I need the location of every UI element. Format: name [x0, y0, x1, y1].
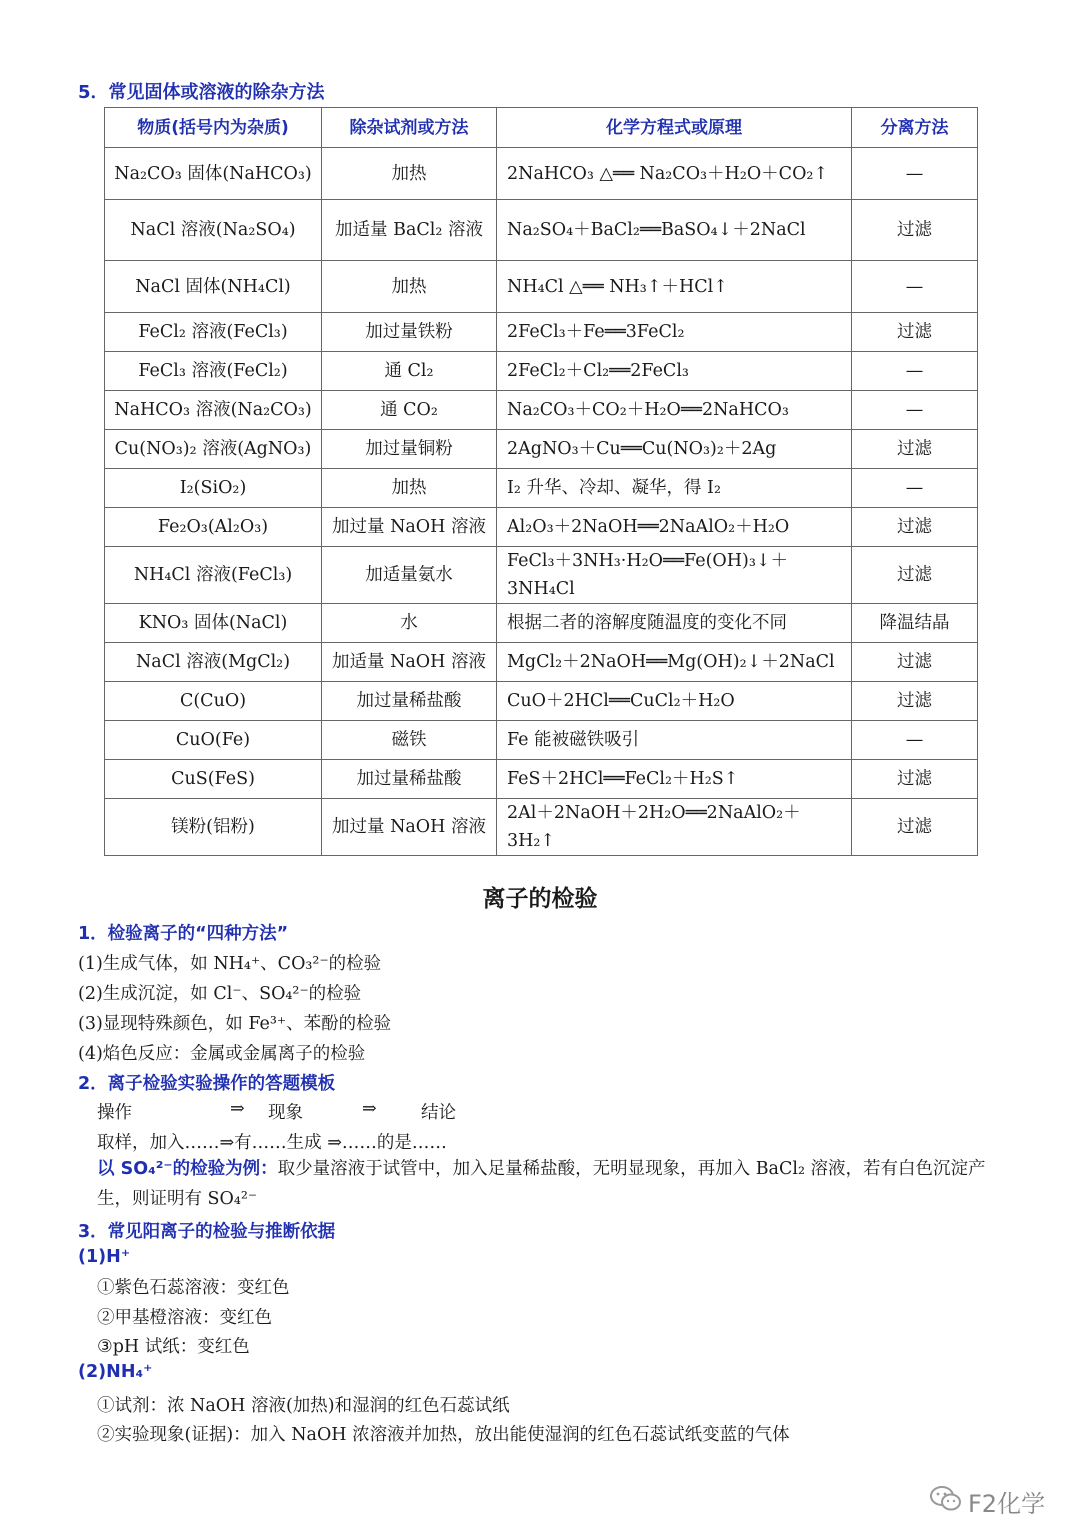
table-row [105, 200, 978, 261]
table-row [105, 469, 978, 508]
cell-equation: 2FeCl₃＋Fe══3FeCl₂ [497, 313, 852, 352]
cell-substance: KNO₃ 固体(NaCl) [105, 604, 322, 643]
method-3: (3)显现特殊颜色，如 Fe³⁺、苯酚的检验 [78, 1014, 392, 1034]
nh4-item-2: ②实验现象(证据)：加入 NaOH 浓溶液并加热，放出能使湿润的红色石蕊试纸变蓝的气体 [97, 1425, 790, 1445]
heading-template: 2．离子检验实验操作的答题模板 [78, 1074, 336, 1094]
cell-separation: 过滤 [852, 643, 978, 682]
method-2: (2)生成沉淀，如 Cl⁻、SO₄²⁻的检验 [78, 984, 362, 1004]
header-substance: 物质(括号内为杂质) [105, 108, 322, 148]
cell-equation: CuO＋2HCl══CuCl₂＋H₂O [497, 682, 852, 721]
cell-equation: 2NaHCO₃ △══ Na₂CO₃＋H₂O＋CO₂↑ [497, 148, 852, 200]
table-row [105, 682, 978, 721]
cell-substance: CuO(Fe) [105, 721, 322, 760]
h-plus-item-3: ③pH 试纸：变红色 [97, 1337, 250, 1357]
template-operation: 操作 [97, 1103, 132, 1123]
header-equation: 化学方程式或原理 [497, 108, 852, 148]
cell-separation: — [852, 721, 978, 760]
cell-substance: NH₄Cl 溶液(FeCl₃) [105, 547, 322, 604]
cell-substance: Fe₂O₃(Al₂O₃) [105, 508, 322, 547]
cell-equation: I₂ 升华、冷却、凝华，得 I₂ [497, 469, 852, 508]
cell-equation: Al₂O₃＋2NaOH══2NaAlO₂＋H₂O [497, 508, 852, 547]
watermark-text: F2化学 [968, 1490, 1046, 1518]
cell-separation: — [852, 261, 978, 313]
cell-substance: Na₂CO₃ 固体(NaHCO₃) [105, 148, 322, 200]
h-plus-item-2: ②甲基橙溶液：变红色 [97, 1308, 272, 1328]
table-row [105, 547, 978, 604]
table-row [105, 721, 978, 760]
cell-separation: 过滤 [852, 200, 978, 261]
cell-reagent: 加热 [322, 469, 497, 508]
h-plus-item-1: ①紫色石蕊溶液：变红色 [97, 1278, 290, 1298]
cell-reagent: 通 Cl₂ [322, 352, 497, 391]
table-row [105, 352, 978, 391]
cell-equation: 2Al＋2NaOH＋2H₂O══2NaAlO₂＋3H₂↑ [497, 799, 852, 856]
method-1: (1)生成气体，如 NH₄⁺、CO₃²⁻的检验 [78, 954, 382, 974]
cell-equation: 根据二者的溶解度随温度的变化不同 [497, 604, 852, 643]
template-arrow-2: ⇒ [362, 1099, 377, 1119]
example-label: 以 SO₄²⁻的检验为例： [97, 1159, 278, 1179]
table-row [105, 508, 978, 547]
cell-equation: Na₂CO₃＋CO₂＋H₂O══2NaHCO₃ [497, 391, 852, 430]
table-row [105, 643, 978, 682]
cell-reagent: 加过量 NaOH 溶液 [322, 508, 497, 547]
cell-separation: 过滤 [852, 508, 978, 547]
cell-reagent: 水 [322, 604, 497, 643]
cell-reagent: 加适量 NaOH 溶液 [322, 643, 497, 682]
table-row [105, 430, 978, 469]
cell-separation: — [852, 352, 978, 391]
cell-separation: 降温结晶 [852, 604, 978, 643]
cell-substance: I₂(SiO₂) [105, 469, 322, 508]
cell-equation: 2AgNO₃＋Cu══Cu(NO₃)₂＋2Ag [497, 430, 852, 469]
template-phenomenon: 现象 [268, 1103, 303, 1123]
cell-substance: NaCl 固体(NH₄Cl) [105, 261, 322, 313]
cell-substance: FeCl₂ 溶液(FeCl₃) [105, 313, 322, 352]
cell-substance: FeCl₃ 溶液(FeCl₂) [105, 352, 322, 391]
cell-equation: FeCl₃＋3NH₃·H₂O══Fe(OH)₃↓＋3NH₄Cl [497, 547, 852, 604]
cell-reagent: 加过量稀盐酸 [322, 760, 497, 799]
template-arrow-1: ⇒ [230, 1099, 245, 1119]
cell-separation: — [852, 391, 978, 430]
example-text: 取少量溶液于试管中，加入足量稀盐酸，无明显现象，再加入 BaCl₂ 溶液，若有白色沉淀产生，则证明有 SO₄²⁻ [97, 1159, 986, 1209]
cell-reagent: 加热 [322, 148, 497, 200]
template-line: 取样，加入……⇒有……生成 ⇒……的是…… [97, 1133, 447, 1153]
table-row [105, 261, 978, 313]
cell-substance: NaCl 溶液(Na₂SO₄) [105, 200, 322, 261]
cell-equation: NH₄Cl △══ NH₃↑＋HCl↑ [497, 261, 852, 313]
table-row [105, 391, 978, 430]
cell-substance: NaCl 溶液(MgCl₂) [105, 643, 322, 682]
cell-separation: 过滤 [852, 682, 978, 721]
table-row [105, 760, 978, 799]
wechat-icon [930, 1485, 962, 1519]
heading-cation: 3．常见阳离子的检验与推断依据 [78, 1222, 336, 1242]
cell-substance: CuS(FeS) [105, 760, 322, 799]
subheading-h-plus: (1)H⁺ [78, 1247, 131, 1267]
cell-equation: 2FeCl₂＋Cl₂══2FeCl₃ [497, 352, 852, 391]
header-separation: 分离方法 [852, 108, 978, 148]
subheading-nh4: (2)NH₄⁺ [78, 1362, 153, 1382]
cell-reagent: 加过量稀盐酸 [322, 682, 497, 721]
ion-test-title: 离子的检验 [482, 886, 598, 912]
table-header-row [105, 108, 978, 148]
section-title: 5．常见固体或溶液的除杂方法 [78, 82, 325, 103]
table-row [105, 604, 978, 643]
cell-reagent: 加过量铁粉 [322, 313, 497, 352]
cell-separation: — [852, 469, 978, 508]
watermark [930, 1484, 1045, 1519]
cell-equation: MgCl₂＋2NaOH══Mg(OH)₂↓＋2NaCl [497, 643, 852, 682]
cell-separation: — [852, 148, 978, 200]
cell-reagent: 加适量 BaCl₂ 溶液 [322, 200, 497, 261]
heading-four-methods: 1．检验离子的“四种方法” [78, 924, 289, 944]
table-row [105, 313, 978, 352]
cell-equation: FeS＋2HCl══FeCl₂＋H₂S↑ [497, 760, 852, 799]
cell-equation: Na₂SO₄＋BaCl₂══BaSO₄↓＋2NaCl [497, 200, 852, 261]
cell-substance: C(CuO) [105, 682, 322, 721]
cell-separation: 过滤 [852, 313, 978, 352]
cell-separation: 过滤 [852, 799, 978, 856]
cell-substance: 镁粉(铝粉) [105, 799, 322, 856]
cell-substance: Cu(NO₃)₂ 溶液(AgNO₃) [105, 430, 322, 469]
cell-reagent: 加适量氨水 [322, 547, 497, 604]
cell-separation: 过滤 [852, 547, 978, 604]
cell-equation: Fe 能被磁铁吸引 [497, 721, 852, 760]
header-reagent: 除杂试剂或方法 [322, 108, 497, 148]
example-paragraph [97, 1154, 1017, 1214]
cell-separation: 过滤 [852, 430, 978, 469]
cell-reagent: 磁铁 [322, 721, 497, 760]
template-conclusion: 结论 [421, 1103, 456, 1123]
impurity-removal-table [104, 107, 978, 856]
cell-reagent: 加热 [322, 261, 497, 313]
table-row [105, 148, 978, 200]
table-row [105, 799, 978, 856]
cell-reagent: 加过量 NaOH 溶液 [322, 799, 497, 856]
method-4: (4)焰色反应：金属或金属离子的检验 [78, 1044, 366, 1064]
cell-separation: 过滤 [852, 760, 978, 799]
table-body [105, 148, 978, 856]
cell-reagent: 通 CO₂ [322, 391, 497, 430]
nh4-item-1: ①试剂：浓 NaOH 溶液(加热)和湿润的红色石蕊试纸 [97, 1396, 510, 1416]
cell-substance: NaHCO₃ 溶液(Na₂CO₃) [105, 391, 322, 430]
cell-reagent: 加过量铜粉 [322, 430, 497, 469]
